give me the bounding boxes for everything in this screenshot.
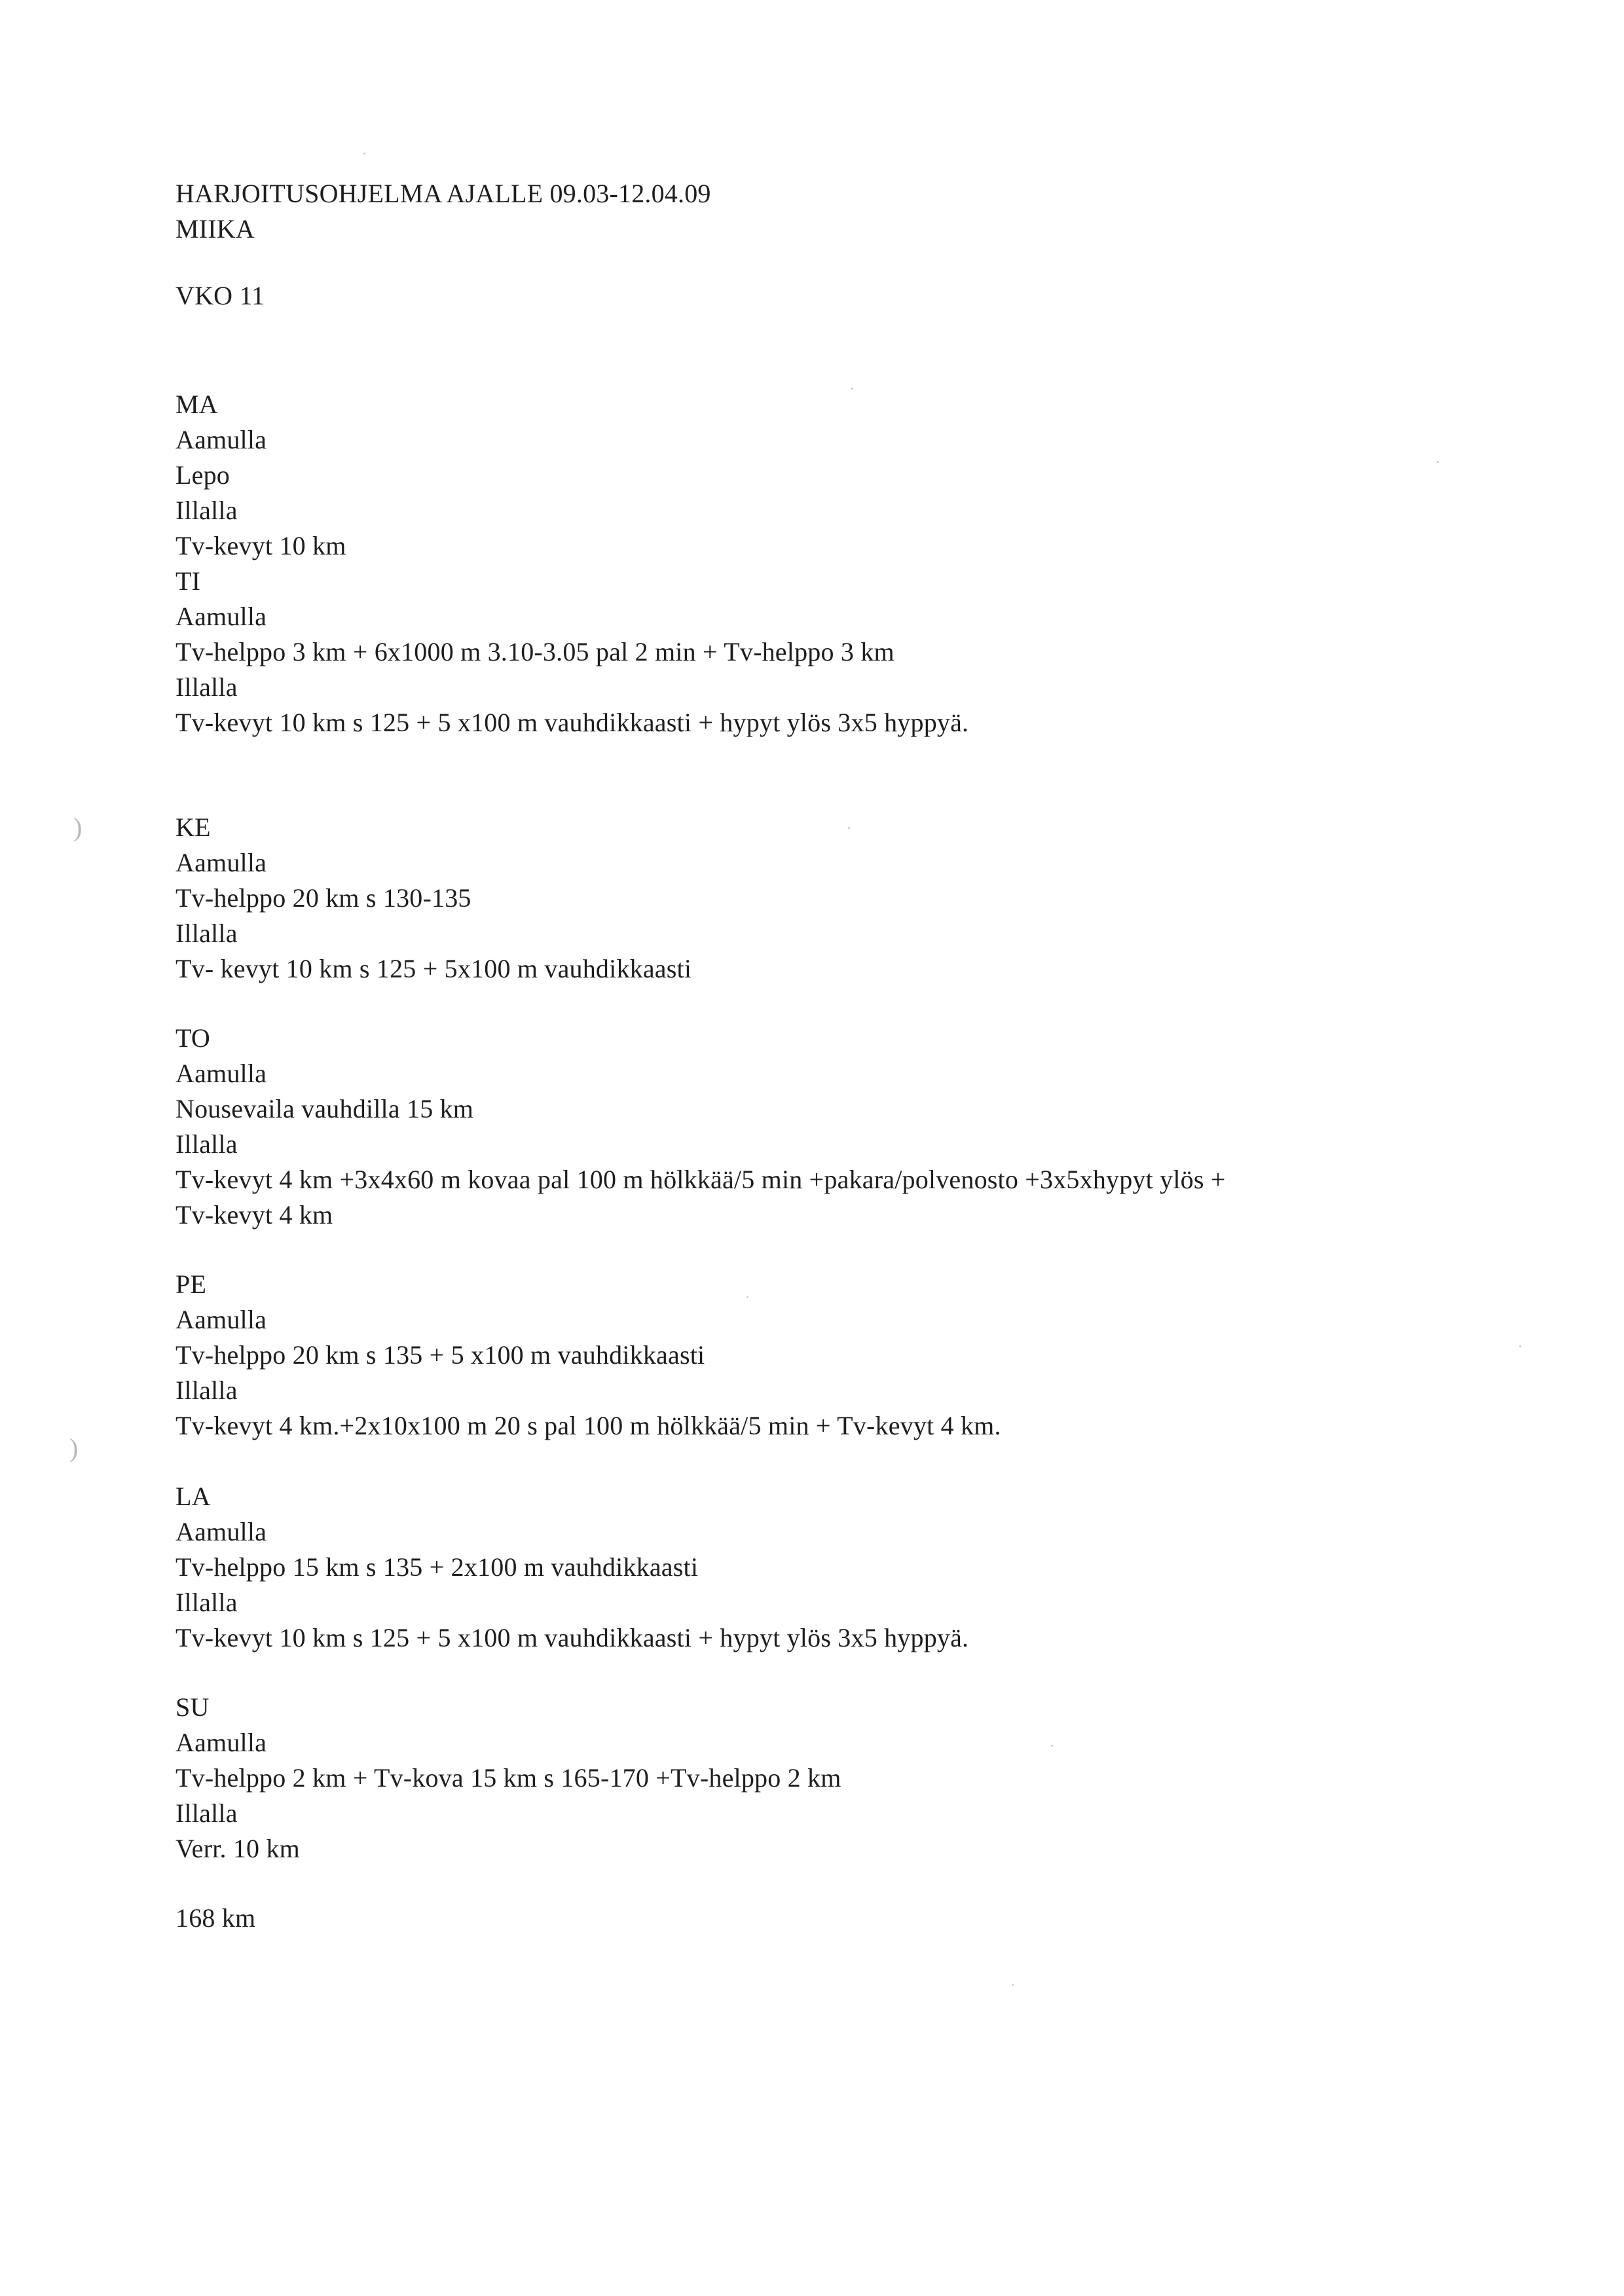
- day-heading-ke: KE: [175, 812, 211, 842]
- scan-artifact-dot: [848, 827, 850, 829]
- weekly-total-distance: 168 km: [175, 1903, 256, 1933]
- scan-artifact-bracket: ): [69, 1433, 79, 1463]
- evening-workout: Tv-kevyt 10 km: [175, 531, 346, 560]
- day-heading-pe: PE: [175, 1269, 207, 1299]
- morning-workout: Tv-helppo 20 km s 130-135: [175, 883, 471, 913]
- morning-label: Aamulla: [175, 425, 267, 454]
- document-title: HARJOITUSOHJELMA AJALLE 09.03-12.04.09: [175, 179, 711, 208]
- evening-label: Illalla: [175, 1129, 238, 1159]
- evening-label: Illalla: [175, 1588, 238, 1617]
- morning-label: Aamulla: [175, 1728, 267, 1757]
- day-heading-la: LA: [175, 1482, 211, 1511]
- scan-artifact-bracket: ): [73, 812, 83, 842]
- morning-label: Aamulla: [175, 602, 267, 631]
- evening-label: Illalla: [175, 672, 238, 702]
- evening-workout-continued: Tv-kevyt 4 km: [175, 1200, 333, 1230]
- morning-label: Aamulla: [175, 1517, 267, 1546]
- scan-artifact-dot: [851, 388, 853, 390]
- evening-label: Illalla: [175, 496, 238, 525]
- morning-workout: Tv-helppo 2 km + Tv-kova 15 km s 165-170 +Tv-helppo 2 km: [175, 1763, 841, 1793]
- morning-workout: Nousevaila vauhdilla 15 km: [175, 1094, 474, 1123]
- evening-workout: Tv-kevyt 10 km s 125 + 5 x100 m vauhdikkaasti + hypyt ylös 3x5 hyppyä.: [175, 1623, 969, 1652]
- evening-label: Illalla: [175, 919, 238, 948]
- evening-workout: Tv-kevyt 10 km s 125 + 5 x100 m vauhdikkaasti + hypyt ylös 3x5 hyppyä.: [175, 708, 969, 737]
- scan-artifact-dot: [1437, 461, 1439, 463]
- evening-workout: Tv-kevyt 4 km +3x4x60 m kovaa pal 100 m hölkkää/5 min +pakara/polvenosto +3x5xhypyt ylös +: [175, 1165, 1226, 1194]
- day-heading-su: SU: [175, 1692, 210, 1722]
- scan-artifact-dot: [1012, 1984, 1014, 1986]
- day-heading-ma: MA: [175, 390, 218, 419]
- evening-workout: Tv-kevyt 4 km.+2x10x100 m 20 s pal 100 m hölkkää/5 min + Tv-kevyt 4 km.: [175, 1411, 1001, 1440]
- athlete-name: MIIKA: [175, 214, 255, 244]
- day-heading-to: TO: [175, 1023, 210, 1053]
- morning-label: Aamulla: [175, 1305, 267, 1334]
- evening-label: Illalla: [175, 1798, 238, 1828]
- scan-artifact-dot: [747, 1296, 748, 1298]
- morning-label: Aamulla: [175, 1059, 267, 1088]
- scan-artifact-dot: [363, 153, 365, 155]
- scan-artifact-dot: [1051, 1745, 1053, 1747]
- evening-label: Illalla: [175, 1376, 238, 1405]
- evening-workout: Tv- kevyt 10 km s 125 + 5x100 m vauhdikkaasti: [175, 954, 692, 983]
- morning-workout: Tv-helppo 15 km s 135 + 2x100 m vauhdikkaasti: [175, 1552, 699, 1582]
- morning-workout: Tv-helppo 20 km s 135 + 5 x100 m vauhdikkaasti: [175, 1340, 705, 1370]
- morning-label: Aamulla: [175, 848, 267, 877]
- week-label: VKO 11: [175, 281, 265, 310]
- day-heading-ti: TI: [175, 566, 201, 596]
- morning-workout: Lepo: [175, 460, 230, 490]
- scan-artifact-dot: [1519, 1345, 1521, 1347]
- morning-workout: Tv-helppo 3 km + 6x1000 m 3.10-3.05 pal 2 min + Tv-helppo 3 km: [175, 637, 895, 666]
- evening-workout: Verr. 10 km: [175, 1834, 300, 1863]
